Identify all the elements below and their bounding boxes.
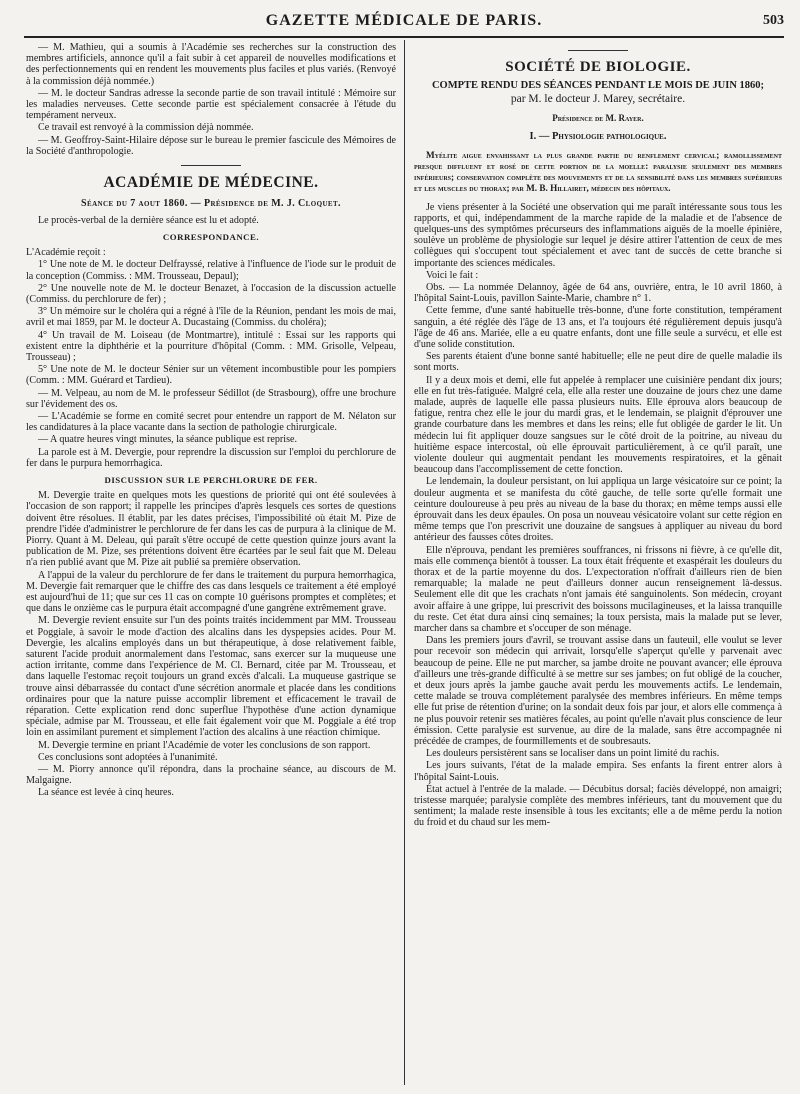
- paragraph: 2° Une nouvelle note de M. le docteur Benazet, à l'occasion de la discussion actuelle (Commiss. du perchlorure de fer) ;: [26, 282, 396, 306]
- presidence-line: Présidence de M. Rayer.: [552, 112, 644, 123]
- column-divider: [404, 40, 405, 1085]
- right-column: [414, 42, 782, 1087]
- paragraph: — M. Geoffroy-Saint-Hilaire dépose sur le bureau le premier fascicule des Mémoires de la Société d'anthropologie.: [26, 134, 396, 157]
- paragraph: — A quatre heures vingt minutes, la séance publique est reprise.: [38, 434, 298, 446]
- paragraph: 3° Un mémoire sur le choléra qui a régné à l'île de la Réunion, pendant les mois de mai, avril et mai 1859, par M. le docteur A. Ducastaing (Commiss. du choléra);: [26, 306, 396, 329]
- subhead-physiologie: I. — Physiologie pathologique.: [529, 130, 667, 142]
- paragraph: Je viens présenter à la Société une observation qui me paraît intéressante sous tous les rapports, et qui, indépendamment de la marche rapide de la maladie et de l'absence de quelques-uns des symptômes précurseurs des inflammations aiguës de la moelle épinière, soulève un problème de physiologie sur lequel je désire attirer l'attention de ceux de mes collègues qui s'occupent tout spécialement et avec tant de succès de cette branche si importante des sciences médicales.: [414, 201, 782, 269]
- section-title-biologie: SOCIÉTÉ DE BIOLOGIE.: [505, 59, 691, 75]
- left-column: [26, 42, 396, 1087]
- journal-title: GAZETTE MÉDICALE DE PARIS.: [265, 12, 543, 29]
- paragraph: Le procès-verbal de la dernière séance est lu et adopté.: [38, 215, 259, 227]
- subhead-discussion: DISCUSSION SUR LE PERCHLORURE DE FER.: [104, 475, 318, 486]
- section-rule: [181, 165, 241, 166]
- paragraph: — M. le docteur Sandras adresse la seconde partie de son travail intitulé : Mémoire sur les maladies nerveuses. Cette seconde partie est spécialement consacrée à l'étude du tempérament nerveux.: [26, 87, 396, 122]
- paragraph: Le lendemain, la douleur persistant, on lui appliqua un large vésicatoire sur ce point; la douleur augmenta et se manifesta du côté gauche, de telle sorte qu'elle formait une ceinture douloureuse à peu près au niveau de la base du thorax; en même temps aussi elle éprouvait dans les deux épaules. On posa un nouveau vésicatoire volant sur cette région en même temps que l'on prescrivit une douzaine de sangsues à appliquer au niveau du bord antérieur des fausses côtes droites.: [414, 476, 782, 544]
- paragraph: Il y a deux mois et demi, elle fut appelée à remplacer une cuisinière pendant dix jours; elle en fut très-fatiguée. Malgré cela, elle alla rester une douzaine de jours chez une dame malade, auprès de laquelle elle passa plusieurs nuits. Elle éprouva alors beaucoup de fatigue, rentra chez elle le jour du mardi gras, et le lendemain, se plaignit d'éprouver une grande courbature dans les membres et dans les reins; elle fut obligée de garder le lit. Un médecin lui fit appliquer douze sangsues sur le côté droit de la poitrine, au niveau du huitième espace intercostal, où elle éprouvait particulièrement, à ce qu'il paraît, une violente douleur qui augmentait pendant les mouvements respiratoires, et la gênait beaucoup dans l'accomplissement de cette fonction.: [414, 374, 782, 476]
- paragraph: 4° Un travail de M. Loiseau (de Montmartre), intitulé : Essai sur les rapports qui existent entre la diphthérie et la pourriture d'hôpital (Comm. : MM. Grisolle, Velpeau, Trousseau) ;: [26, 329, 396, 364]
- paragraph: Elle n'éprouva, pendant les premières souffrances, ni frissons ni fièvre, à ce qu'elle dit, mais elle commença bientôt à tousser. La toux était fréquente et exaspérait les douleurs du thorax et de la partie moyenne du dos. L'expectoration n'offrait d'ailleurs rien de bien remarquable; la malade ne peut d'ailleurs donner aucun renseignement là-dessus. Seulement elle dit que les crachats n'ont jamais été sanguinolents. Son médecin, croyant avoir affaire à une grippe, lui prescrivit des boissons mucilagineuses, et la laissa tranquille du reste. Cet état dura ainsi cinq semaines; la toux persista, mais la malade put se lever, marcher dans sa chambre et s'occuper de son ménage.: [414, 544, 782, 635]
- paragraph: — M. Velpeau, au nom de M. le professeur Sédillot (de Strasbourg), offre une brochure sur l'évidement des os.: [26, 387, 396, 410]
- paragraph: Ses parents étaient d'une bonne santé habituelle; elle ne peut dire de quelle maladie ils sont morts.: [414, 351, 782, 374]
- paragraph: Cette femme, d'une santé habituelle très-bonne, d'une forte constitution, tempérament sanguin, a été réglée dès l'âge de 13 ans, et l'a toujours été régulièrement depuis jusqu'à l'âge de 46 ans. Mariée, elle a eu quatre enfants, dont une fille seule a survécu, et elle est d'une solide constitution.: [414, 305, 782, 350]
- page-header: [24, 10, 784, 38]
- seance-line: Séance du 7 aout 1860. — Présidence de M. J. Cloquet.: [81, 198, 341, 210]
- secretary-line: par M. le docteur J. Marey, secrétaire.: [510, 92, 686, 105]
- compte-rendu-line: COMPTE RENDU DES SÉANCES PENDANT LE MOIS DE JUIN 1860;: [431, 80, 765, 91]
- section-title-academie: ACADÉMIE DE MÉDECINE.: [103, 174, 319, 192]
- page-number: 503: [763, 13, 784, 28]
- paragraph: Voici le fait :: [426, 269, 479, 281]
- paragraph: 1° Une note de M. le docteur Delfrayssé, relative à l'influence de l'iode sur le produit de la conception (Commiss. : MM. Trousseau, Depaul);: [26, 259, 396, 282]
- paragraph: Ces conclusions sont adoptées à l'unanimité.: [38, 751, 218, 763]
- paragraph: M. Devergie traite en quelques mots les questions de priorité qui ont été soulevées à l'occasion de son rapport; il rappelle les principes d'après lesquels ces sortes de questions doivent être résolues. Il établit, par les dates précises, l'impossibilité où était M. Pize de prendre l'idée d'administrer le perchlorure de fer dans les cas de purpura à la clinique de M. Piorry. Quant à M. Deleau, qui paraît s'être occupé de cette question quinze jours avant la publication de M. Pize, ses prétentions doivent être écartées par le seul fait que M. Deleau n'a rien publié avant que M. Pize ait publié sa première observation.: [26, 490, 396, 569]
- paragraph: La parole est à M. Devergie, pour reprendre la discussion sur l'emploi du perchlorure de fer dans le purpura hemorrhagica.: [26, 446, 396, 469]
- paragraph: M. Devergie revient ensuite sur l'un des points traités incidemment par MM. Trousseau et Poggiale, à savoir le mode d'action des alcalins dans les dyspepsies acides. Pour M. Devergie, les alcalins employés dans un but thérapeutique, à dose relativement faible, saturent l'acide produit anormalement dans l'estomac, sans exercer sur la muqueuse une action irritante, comme dans l'expérience de M. Cl. Bernard, citée par M. Trousseau, et dans laquelle l'estomac reçoit toujours un grand excès d'alcali. La muqueuse gastrique se trouve ainsi débarrassée du contact d'une sécrétion anormale et placée dans les conditions ordinaires pour que la nature puisse accomplir librement et efficacement le travail de réparation. Cette explication rend donc superflue l'hypothèse d'une action dynamique spéciale, admise par M. Trousseau, et elle fait également voir que M. Poggiale a été trop loin en assimilant purement et simplement l'action des alcalins à une réaction chimique.: [26, 615, 396, 739]
- section-rule: [568, 50, 628, 51]
- paragraph: — M. Piorry annonce qu'il répondra, dans la prochaine séance, au discours de M. Malgaigne.: [26, 763, 396, 787]
- paragraph: L'Académie reçoit :: [26, 247, 106, 259]
- paragraph: La séance est levée à cinq heures.: [38, 787, 174, 799]
- paragraph: 5° Une note de M. le docteur Sénier sur un vêtement incombustible pour les pompiers (Comm. : MM. Guérard et Tardieu).: [26, 364, 396, 387]
- paragraph: Les jours suivants, l'état de la malade empira. Ses enfants la firent entrer alors à l'hôpital Saint-Louis.: [414, 760, 782, 783]
- paragraph: — M. Mathieu, qui a soumis à l'Académie ses recherches sur la construction des membres artificiels, annonce qu'il a fait subir à cet appareil de nouvelles modifications et des perfectionnements qui en rendent les mouvements plus faciles et plus variés. (Renvoyé à la commission déjà nommée.): [26, 42, 396, 87]
- paragraph: — L'Académie se forme en comité secret pour entendre un rapport de M. Nélaton sur les candidatures à la place vacante dans la section de pathologie chirurgicale.: [26, 411, 396, 434]
- paragraph: État actuel à l'entrée de la malade. — Décubitus dorsal; faciès développé, non amaigri; tristesse marquée; paralysie complète des membres inférieurs, tant du mouvement que du sentiment; la malade reste insensible à tous les excitants; elle a de même perdu la notion du froid et du chaud sur les mem-: [414, 783, 782, 829]
- paragraph: A l'appui de la valeur du perchlorure de fer dans le traitement du purpura hemorrhagica, M. Devergie fait remarquer que le chiffre des cas dans lesquels ce traitement a été employé est aujourd'hui de 11; que sur ces 11 cas on compte 10 guérisons promptes et complètes; et que dans le onzième cas le purpura était accompagné d'une gangrène extrêmement grave.: [26, 569, 396, 615]
- paragraph: M. Devergie termine en priant l'Académie de voter les conclusions de son rapport.: [38, 739, 371, 751]
- subhead-correspondance: CORRESPONDANCE.: [162, 232, 260, 243]
- observation-title: Myélite aigue envahissant la plus grande partie du renflement cervical; ramollissement presque diffluent et rosé de cette portion de la moelle: paralysie seulement des membres inférieurs; conservation complète des mouvements et de la sensibilité dans les membres supérieurs et les muscles du thorax; par M. B. Hillairet, médecin des hôpitaux.: [414, 149, 782, 193]
- paragraph: Ce travail est renvoyé à la commission déjà nommée.: [38, 122, 254, 134]
- paragraph: Obs. — La nommée Delannoy, âgée de 64 ans, ouvrière, entra, le 10 avril 1860, à l'hôpital Saint-Louis, pavillon Sainte-Marie, chambre n° 1.: [414, 281, 782, 305]
- paragraph: Dans les premiers jours d'avril, se trouvant assise dans un fauteuil, elle voulut se lever pour recevoir son médecin qui arrivait, lorsqu'elle s'aperçut qu'elle y parvenait avec beaucoup de peine. Elle ne put marcher, sa jambe droite ne pouvant avancer; elle éprouva d'ailleurs une très-grande difficulté à se mettre sur ses jambes; on fut obligé de la coucher, et deux jours après la jambe gauche avait perdu les mouvements actifs. Le lendemain, cette malade se trouva complétement paralysée des membres inférieurs. En même temps elle fut prise de rétention d'urine; on la sondait deux fois par jour, et alors elle commença à ne plus pouvoir retenir ses matières fécales, au point qu'elle n'avait plus conscience de leur émission. Cette paralysie est survenue, au dire de la malade, sans être accompagnée ni précédée de crampes, de fourmillements et de soubresauts.: [414, 635, 782, 748]
- paragraph: Les douleurs persistèrent sans se localiser dans un point limité du rachis.: [426, 748, 720, 760]
